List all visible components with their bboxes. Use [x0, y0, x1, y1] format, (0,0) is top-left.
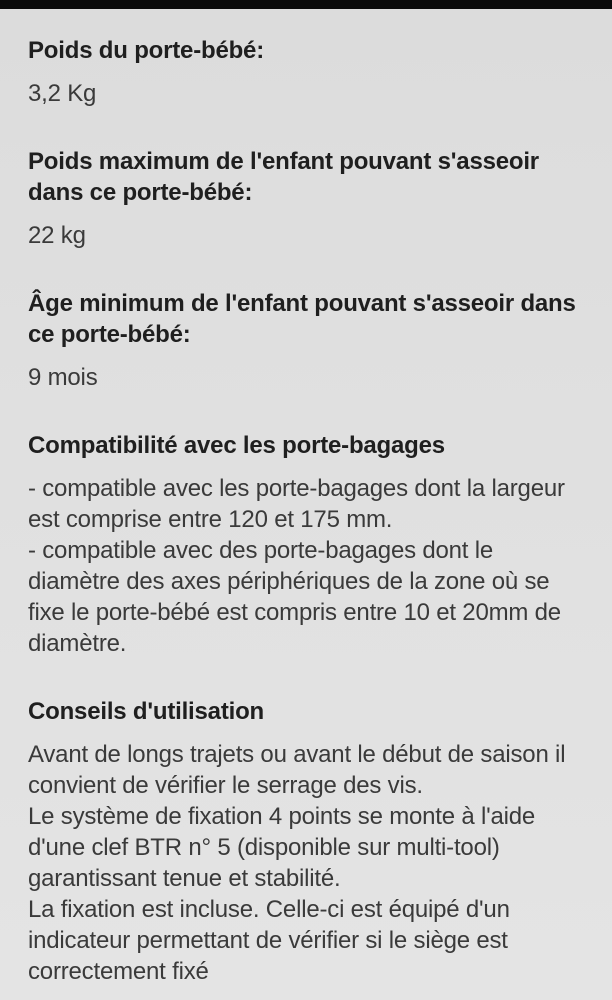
spec-section-rack-compatibility [28, 430, 584, 659]
spec-section-max-child-weight [28, 146, 584, 251]
spec-heading-carrier-weight: Poids du porte-bébé: [28, 37, 265, 64]
spec-section-usage-advice [28, 696, 584, 987]
spec-value-max-child-weight: 22 kg [28, 222, 86, 249]
spec-text-usage-advice-3: La fixation est incluse. Celle-ci est équipé d'un indicateur permettant de vérifier si le siège est correctement fixé [28, 896, 510, 985]
top-black-bar [0, 0, 612, 9]
spec-text-rack-compatibility-1: - compatible avec les porte-bagages dont la largeur est comprise entre 120 et 175 mm. [28, 475, 565, 533]
spec-section-carrier-weight [28, 35, 584, 109]
spec-heading-rack-compatibility: Compatibilité avec les porte-bagages [28, 432, 445, 459]
spec-heading-min-child-age: Âge minimum de l'enfant pouvant s'asseoir dans ce porte-bébé: [28, 290, 576, 348]
spec-value-carrier-weight: 3,2 Kg [28, 80, 97, 107]
spec-heading-usage-advice: Conseils d'utilisation [28, 698, 264, 725]
product-spec-text [0, 9, 612, 987]
spec-text-usage-advice-2: Le système de fixation 4 points se monte à l'aide d'une clef BTR n° 5 (disponible sur multi-tool) garantissant tenue et stabilité. [28, 803, 536, 892]
spec-heading-max-child-weight: Poids maximum de l'enfant pouvant s'asseoir dans ce porte-bébé: [28, 148, 539, 206]
spec-text-rack-compatibility-2: - compatible avec des porte-bagages dont le diamètre des axes périphériques de la zone où se fixe le porte-bébé est compris entre 10 et 20mm de diamètre. [28, 537, 561, 657]
spec-text-usage-advice-1: Avant de longs trajets ou avant le début de saison il convient de vérifier le serrage des vis. [28, 741, 566, 799]
spec-section-min-child-age [28, 288, 584, 393]
spec-value-min-child-age: 9 mois [28, 364, 98, 391]
